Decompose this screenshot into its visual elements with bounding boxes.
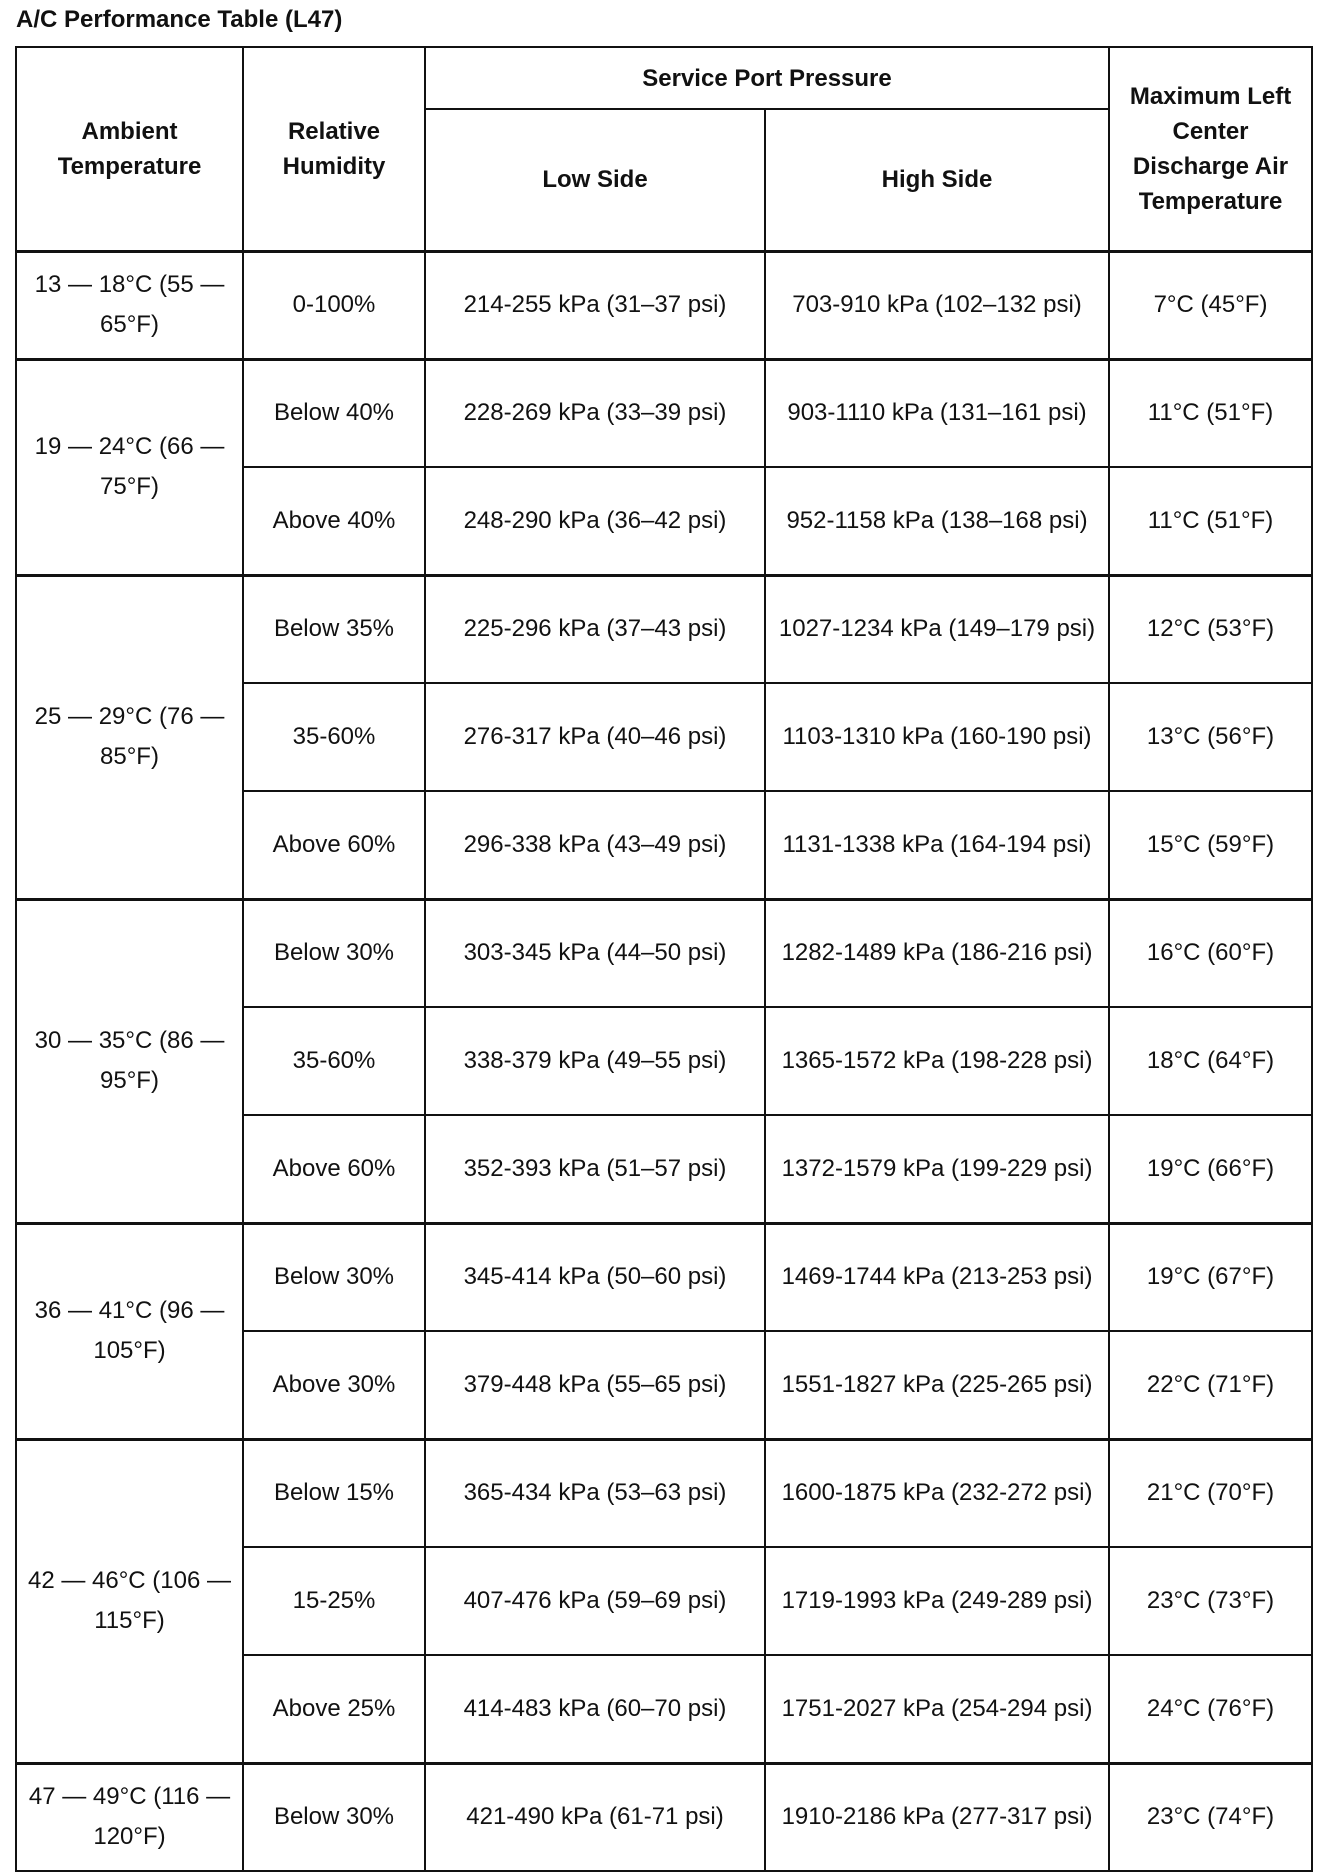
cell-low-side-pressure: 248-290 kPa (36–42 psi) (425, 467, 765, 575)
cell-discharge-air-temperature: 19°C (67°F) (1109, 1223, 1312, 1331)
ac-performance-table (15, 46, 1313, 1872)
table-row (16, 251, 1312, 359)
cell-low-side-pressure: 225-296 kPa (37–43 psi) (425, 575, 765, 683)
cell-relative-humidity: 15-25% (243, 1547, 425, 1655)
cell-relative-humidity: Above 30% (243, 1331, 425, 1439)
cell-high-side-pressure: 903-1110 kPa (131–161 psi) (765, 359, 1109, 467)
cell-low-side-pressure: 407-476 kPa (59–69 psi) (425, 1547, 765, 1655)
cell-relative-humidity: Below 15% (243, 1439, 425, 1547)
cell-relative-humidity: Below 40% (243, 359, 425, 467)
cell-ambient-temperature: 30 — 35°C (86 — 95°F) (16, 899, 243, 1223)
cell-high-side-pressure: 1027-1234 kPa (149–179 psi) (765, 575, 1109, 683)
cell-high-side-pressure: 1131-1338 kPa (164-194 psi) (765, 791, 1109, 899)
cell-discharge-air-temperature: 24°C (76°F) (1109, 1655, 1312, 1763)
table-row (16, 899, 1312, 1007)
cell-discharge-air-temperature: 11°C (51°F) (1109, 467, 1312, 575)
cell-high-side-pressure: 1372-1579 kPa (199-229 psi) (765, 1115, 1109, 1223)
header-service-port-pressure: Service Port Pressure (425, 47, 1109, 109)
table-row (16, 1223, 1312, 1331)
cell-discharge-air-temperature: 16°C (60°F) (1109, 899, 1312, 1007)
cell-discharge-air-temperature: 7°C (45°F) (1109, 251, 1312, 359)
cell-low-side-pressure: 214-255 kPa (31–37 psi) (425, 251, 765, 359)
cell-relative-humidity: 35-60% (243, 1007, 425, 1115)
cell-relative-humidity: Above 60% (243, 1115, 425, 1223)
cell-discharge-air-temperature: 11°C (51°F) (1109, 359, 1312, 467)
cell-high-side-pressure: 1719-1993 kPa (249-289 psi) (765, 1547, 1109, 1655)
cell-discharge-air-temperature: 23°C (74°F) (1109, 1763, 1312, 1871)
cell-low-side-pressure: 228-269 kPa (33–39 psi) (425, 359, 765, 467)
cell-discharge-air-temperature: 23°C (73°F) (1109, 1547, 1312, 1655)
cell-discharge-air-temperature: 12°C (53°F) (1109, 575, 1312, 683)
cell-relative-humidity: Above 25% (243, 1655, 425, 1763)
cell-ambient-temperature: 42 — 46°C (106 — 115°F) (16, 1439, 243, 1763)
cell-high-side-pressure: 1551-1827 kPa (225-265 psi) (765, 1331, 1109, 1439)
table-row (16, 575, 1312, 683)
cell-low-side-pressure: 345-414 kPa (50–60 psi) (425, 1223, 765, 1331)
cell-low-side-pressure: 352-393 kPa (51–57 psi) (425, 1115, 765, 1223)
cell-high-side-pressure: 1365-1572 kPa (198-228 psi) (765, 1007, 1109, 1115)
table-row (16, 1439, 1312, 1547)
table-row (16, 359, 1312, 467)
cell-discharge-air-temperature: 15°C (59°F) (1109, 791, 1312, 899)
cell-relative-humidity: 35-60% (243, 683, 425, 791)
cell-high-side-pressure: 1751-2027 kPa (254-294 psi) (765, 1655, 1109, 1763)
cell-discharge-air-temperature: 22°C (71°F) (1109, 1331, 1312, 1439)
cell-low-side-pressure: 379-448 kPa (55–65 psi) (425, 1331, 765, 1439)
cell-discharge-air-temperature: 18°C (64°F) (1109, 1007, 1312, 1115)
cell-high-side-pressure: 703-910 kPa (102–132 psi) (765, 251, 1109, 359)
cell-discharge-air-temperature: 21°C (70°F) (1109, 1439, 1312, 1547)
cell-relative-humidity: Below 30% (243, 899, 425, 1007)
cell-relative-humidity: Below 35% (243, 575, 425, 683)
cell-high-side-pressure: 1600-1875 kPa (232-272 psi) (765, 1439, 1109, 1547)
cell-low-side-pressure: 296-338 kPa (43–49 psi) (425, 791, 765, 899)
cell-low-side-pressure: 338-379 kPa (49–55 psi) (425, 1007, 765, 1115)
cell-high-side-pressure: 1103-1310 kPa (160-190 psi) (765, 683, 1109, 791)
cell-relative-humidity: 0-100% (243, 251, 425, 359)
cell-relative-humidity: Above 60% (243, 791, 425, 899)
header-high-side: High Side (765, 109, 1109, 251)
header-discharge-air-temperature: Maximum Left Center Discharge Air Temperature (1109, 47, 1312, 251)
cell-relative-humidity: Above 40% (243, 467, 425, 575)
cell-high-side-pressure: 952-1158 kPa (138–168 psi) (765, 467, 1109, 575)
cell-low-side-pressure: 365-434 kPa (53–63 psi) (425, 1439, 765, 1547)
cell-ambient-temperature: 13 — 18°C (55 — 65°F) (16, 251, 243, 359)
cell-ambient-temperature: 19 — 24°C (66 — 75°F) (16, 359, 243, 575)
cell-relative-humidity: Below 30% (243, 1223, 425, 1331)
header-low-side: Low Side (425, 109, 765, 251)
cell-ambient-temperature: 25 — 29°C (76 — 85°F) (16, 575, 243, 899)
table-body (16, 251, 1312, 1871)
cell-high-side-pressure: 1282-1489 kPa (186-216 psi) (765, 899, 1109, 1007)
cell-low-side-pressure: 414-483 kPa (60–70 psi) (425, 1655, 765, 1763)
cell-ambient-temperature: 36 — 41°C (96 — 105°F) (16, 1223, 243, 1439)
cell-high-side-pressure: 1469-1744 kPa (213-253 psi) (765, 1223, 1109, 1331)
cell-low-side-pressure: 276-317 kPa (40–46 psi) (425, 683, 765, 791)
cell-high-side-pressure: 1910-2186 kPa (277-317 psi) (765, 1763, 1109, 1871)
cell-discharge-air-temperature: 19°C (66°F) (1109, 1115, 1312, 1223)
document-title: A/C Performance Table (L47) (16, 6, 343, 33)
cell-discharge-air-temperature: 13°C (56°F) (1109, 683, 1312, 791)
header-ambient-temperature: Ambient Temperature (16, 47, 243, 251)
header-relative-humidity: Relative Humidity (243, 47, 425, 251)
cell-ambient-temperature: 47 — 49°C (116 — 120°F) (16, 1763, 243, 1871)
cell-relative-humidity: Below 30% (243, 1763, 425, 1871)
table-row (16, 1763, 1312, 1871)
cell-low-side-pressure: 421-490 kPa (61-71 psi) (425, 1763, 765, 1871)
cell-low-side-pressure: 303-345 kPa (44–50 psi) (425, 899, 765, 1007)
